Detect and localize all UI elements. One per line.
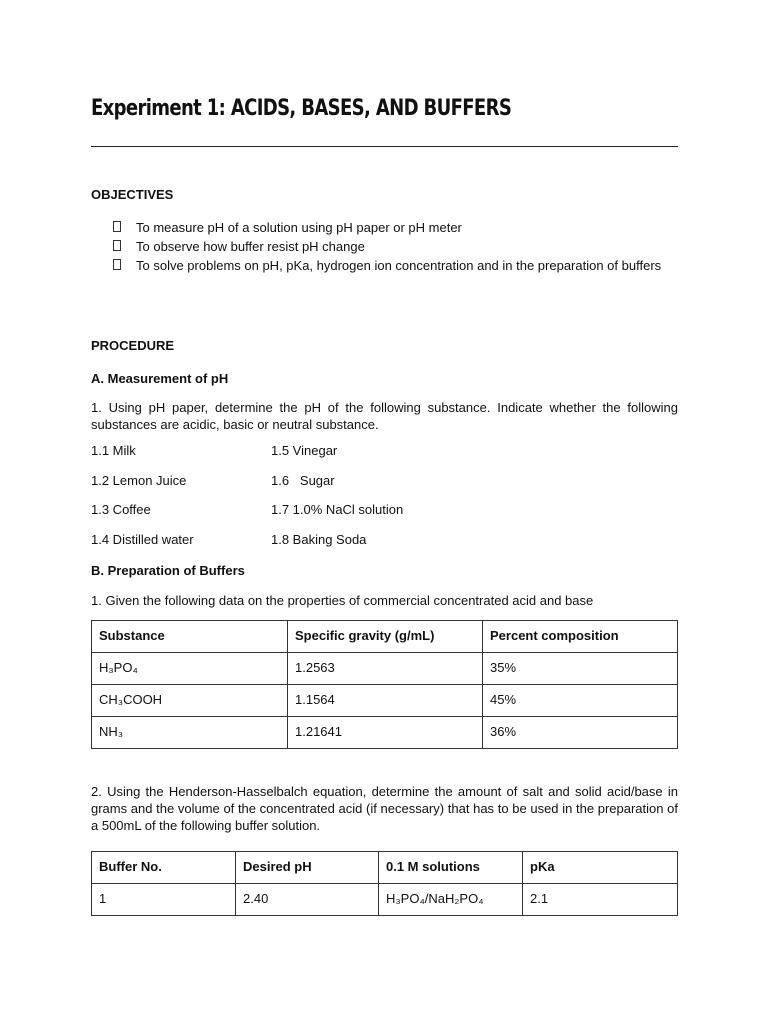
table-row	[92, 685, 678, 717]
table-cell: CH₃COOH	[92, 685, 288, 717]
buffer-solutions-table	[91, 851, 678, 916]
table-cell: 1.1564	[288, 685, 483, 717]
table-row	[92, 717, 678, 749]
table-header: 0.1 M solutions	[379, 852, 523, 884]
substance-left: 1.3 Coffee	[91, 502, 151, 517]
section-a-heading: A. Measurement of pH	[91, 371, 229, 386]
table-cell: 2.1	[523, 884, 678, 916]
acid-base-properties-table	[91, 620, 678, 749]
objective-text: To measure pH of a solution using pH paper or pH meter	[136, 220, 462, 235]
section-b-heading: B. Preparation of Buffers	[91, 563, 245, 578]
missing-glyph-bullet-icon	[113, 221, 121, 232]
title-divider	[91, 146, 678, 147]
substance-right: 1.7 1.0% NaCl solution	[271, 502, 404, 517]
list-item	[113, 237, 678, 256]
table-cell: 1.2563	[288, 653, 483, 685]
table-header-row	[92, 852, 678, 884]
objective-text: To observe how buffer resist pH change	[136, 239, 365, 254]
list-item	[91, 532, 678, 562]
table-cell: 35%	[483, 653, 678, 685]
list-item	[113, 218, 678, 237]
section-b-instruction-2: 2. Using the Henderson-Hasselbalch equation, determine the amount of salt and solid acid/base in grams and the volume of the concentrated acid (if necessary) that has to be used in the preparation of a 500mL of the following buffer solution.	[91, 784, 678, 833]
substance-left: 1.4 Distilled water	[91, 531, 194, 547]
table-row	[92, 884, 678, 916]
substance-list	[91, 443, 678, 561]
missing-glyph-bullet-icon	[113, 240, 121, 251]
substance-right: 1.6 Sugar	[271, 472, 335, 488]
table-header: Specific gravity (g/mL)	[288, 621, 483, 653]
table-cell: 1.21641	[288, 717, 483, 749]
section-b-instruction-1: 1. Given the following data on the properties of commercial concentrated acid and base	[91, 593, 594, 608]
table-cell: 36%	[483, 717, 678, 749]
table-header: Desired pH	[236, 852, 379, 884]
list-item	[113, 256, 678, 275]
table-header: Buffer No.	[92, 852, 236, 884]
objectives-heading: OBJECTIVES	[91, 187, 174, 202]
objective-text: To solve problems on pH, pKa, hydrogen ion concentration and in the preparation of buffers	[136, 258, 662, 273]
substance-left: 1.1 Milk	[91, 443, 136, 458]
table-header-row	[92, 621, 678, 653]
list-item	[91, 443, 678, 473]
document-title: Experiment 1: ACIDS, BASES, AND BUFFERS	[91, 96, 512, 121]
table-header: pKa	[523, 852, 678, 884]
table-cell: H₃PO₄/NaH₂PO₄	[379, 884, 523, 916]
procedure-heading: PROCEDURE	[91, 338, 175, 353]
table-cell: H₃PO₄	[92, 653, 288, 685]
list-item	[91, 502, 678, 532]
substance-right: 1.5 Vinegar	[271, 443, 338, 458]
table-cell: 2.40	[236, 884, 379, 916]
table-cell: 45%	[483, 685, 678, 717]
missing-glyph-bullet-icon	[113, 259, 121, 270]
objectives-list	[113, 218, 678, 275]
list-item	[91, 473, 678, 503]
table-cell: NH₃	[92, 717, 288, 749]
substance-right: 1.8 Baking Soda	[271, 531, 367, 547]
table-header: Substance	[92, 621, 288, 653]
table-header: Percent composition	[483, 621, 678, 653]
substance-left: 1.2 Lemon Juice	[91, 472, 187, 488]
table-row	[92, 653, 678, 685]
table-cell: 1	[92, 884, 236, 916]
section-a-instruction: 1. Using pH paper, determine the pH of the following substance. Indicate whether the following substances are acidic, basic or neutral substance.	[91, 400, 678, 432]
